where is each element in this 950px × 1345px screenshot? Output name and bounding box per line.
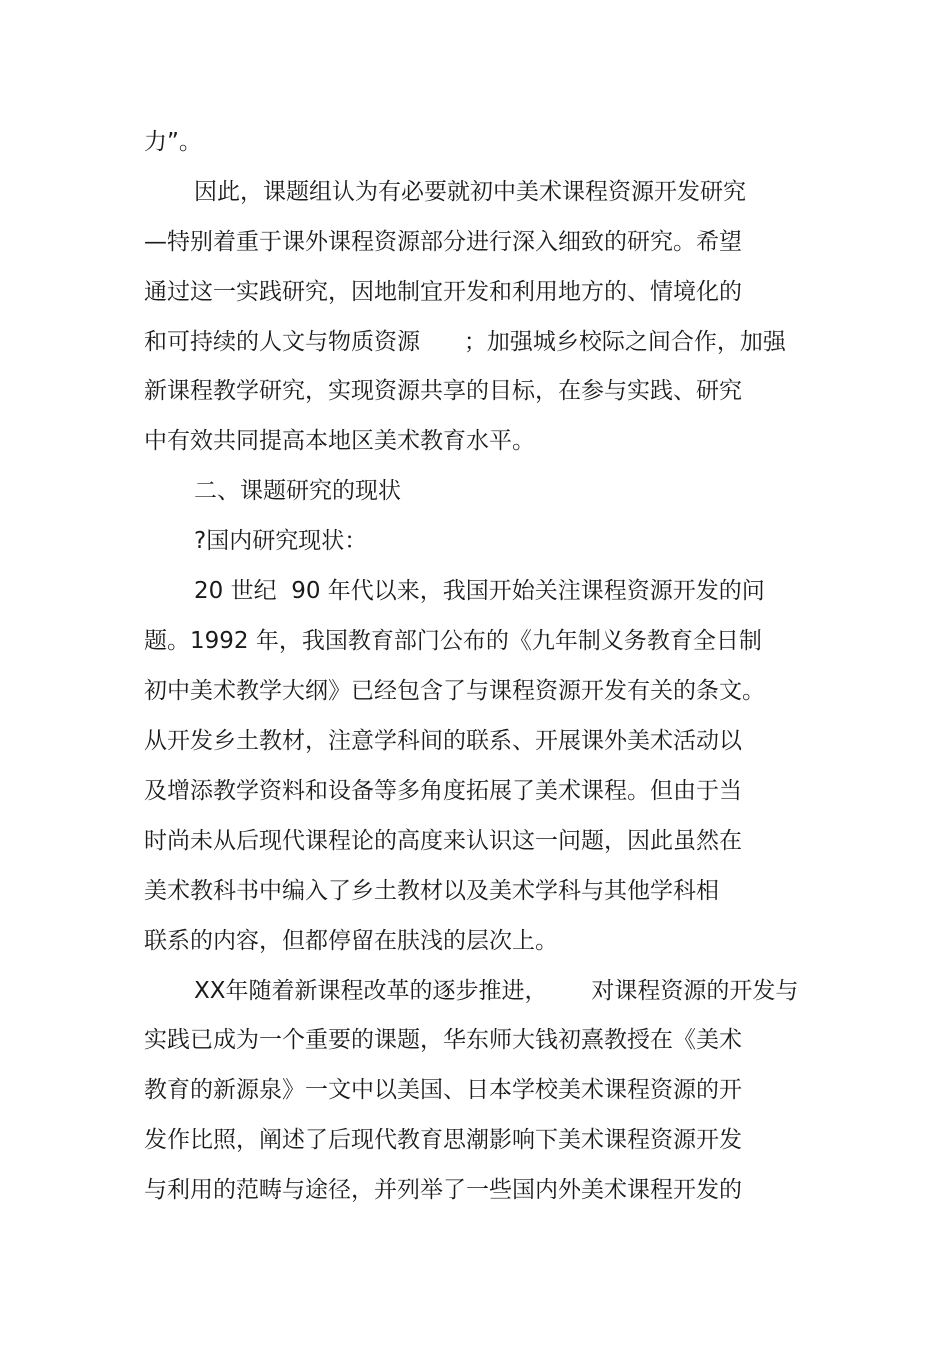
paragraph-line: 20 世纪 90 年代以来，我国开始关注课程资源开发的问	[194, 578, 765, 604]
section-heading: 二、课题研究的现状	[194, 478, 401, 504]
paragraph-line: 及增添教学资料和设备等多角度拓展了美术课程。但由于当	[144, 778, 742, 804]
paragraph-line: 新课程教学研究，实现资源共享的目标，在参与实践、研究	[144, 378, 742, 404]
paragraph-line: 题。1992 年，我国教育部门公布的《九年制义务教育全日制	[144, 628, 762, 654]
paragraph-line: 教育的新源泉》一文中以美国、日本学校美术课程资源的开	[144, 1077, 742, 1103]
paragraph-line: 和可持续的人文与物质资源 ；加强城乡校际之间合作，加强	[144, 329, 786, 355]
paragraph-line: —特别着重于课外课程资源部分进行深入细致的研究。希望	[144, 229, 742, 255]
paragraph-line: 通过这一实践研究，因地制宜开发和利用地方的、情境化的	[144, 279, 742, 305]
paragraph-line: 联系的内容，但都停留在肤浅的层次上。	[144, 928, 558, 954]
paragraph-line: 初中美术教学大纲》已经包含了与课程资源开发有关的条文。	[144, 678, 765, 704]
paragraph-line: 与利用的范畴与途径，并列举了一些国内外美术课程开发的	[144, 1177, 742, 1203]
paragraph-line: 因此，课题组认为有必要就初中美术课程资源开发研究	[194, 179, 746, 205]
paragraph-line: 美术教科书中编入了乡土教材以及美术学科与其他学科相	[144, 878, 719, 904]
paragraph-line: 力”。	[144, 129, 202, 155]
paragraph-line: 中有效共同提高本地区美术教育水平。	[144, 428, 535, 454]
paragraph-line: 时尚未从后现代课程论的高度来认识这一问题，因此虽然在	[144, 828, 742, 854]
paragraph-line: XX年随着新课程改革的逐步推进， 对课程资源的开发与	[194, 978, 799, 1004]
subsection-heading: ?国内研究现状：	[194, 528, 368, 554]
paragraph-line: 实践已成为一个重要的课题，华东师大钱初熹教授在《美术	[144, 1027, 742, 1053]
paragraph-line: 发作比照，阐述了后现代教育思潮影响下美术课程资源开发	[144, 1127, 742, 1153]
paragraph-line: 从开发乡土教材，注意学科间的联系、开展课外美术活动以	[144, 728, 742, 754]
